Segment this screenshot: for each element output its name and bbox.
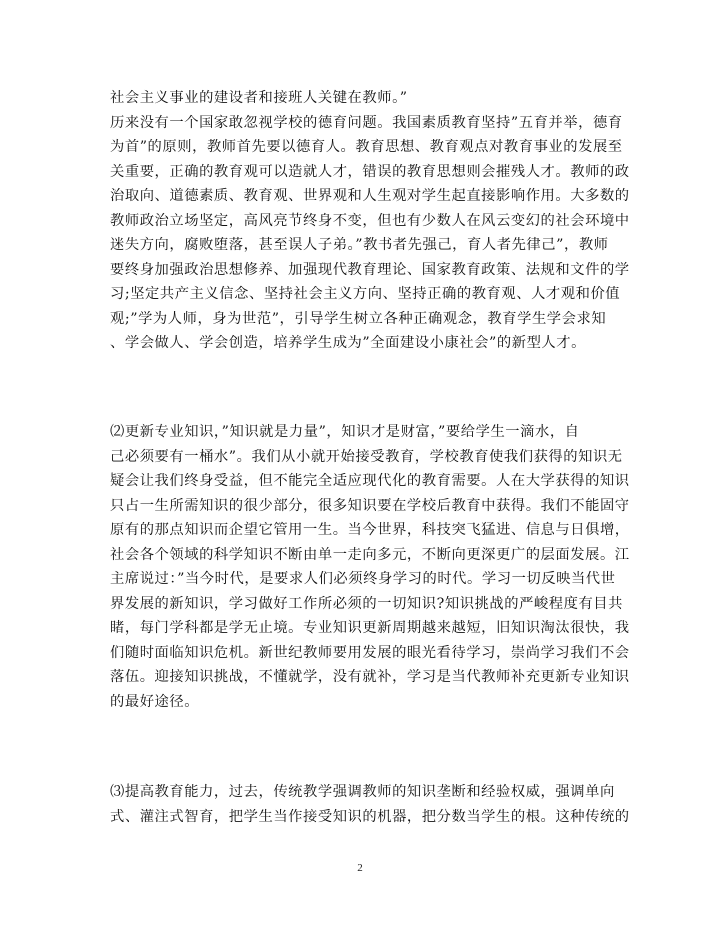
text-line: 们随时面临知识危机。新世纪教师要用发展的眼光看待学习，崇尚学习我们不会 xyxy=(110,644,630,661)
text-line: 落伍。迎接知识挑战，不懂就学，没有就补，学习是当代教师补充更新专业知识 xyxy=(110,669,630,685)
text-line: 治取向、道德素质、教育观、世界观和人生观对学生起直接影响作用。大多数的 xyxy=(110,188,630,204)
paragraph-teaching-ability xyxy=(110,780,630,829)
text-line: 睹，每门学科都是学无止境。专业知识更新周期越来越短，旧知识淘汰很快，我 xyxy=(110,620,630,636)
text-line: 社会各个领域的科学知识不断由单一走向多元，不断向更深更广的层面发展。江 xyxy=(110,546,630,563)
text-line: 为首”的原则，教师首先要以德育人。教育思想、教育观点对教育事业的发展至 xyxy=(110,139,623,155)
text-line: 社会主义事业的建设者和接班人关键在教师。” xyxy=(110,90,408,106)
text-line: 、学会做人、学会创造，培养学生成为”全面建设小康社会”的新型人才。 xyxy=(110,335,586,351)
page-number: 2 xyxy=(357,862,363,874)
text-line: 己必须要有一桶水”。我们从小就开始接受教育，学校教育使我们获得的知识无 xyxy=(110,448,623,465)
text-line: 式、灌注式智育，把学生当作接受知识的机器，把分数当学生的根。这种传统的 xyxy=(110,808,630,825)
text-line: 习;坚定共产主义信念、坚持社会主义方向、坚持正确的教育观、人才观和价值 xyxy=(110,286,621,302)
text-line: 观;”学为人师，身为世范”，引导学生树立各种正确观念，教育学生学会求知 xyxy=(110,310,607,327)
text-line: 的最好途径。 xyxy=(110,693,200,710)
text-line: 疑会让我们终身受益，但不能完全适应现代化的教育需要。人在大学获得的知识 xyxy=(110,473,630,489)
text-line: 教师政治立场坚定，高风亮节终身不变，但也有少数人在风云变幻的社会环境中 xyxy=(110,212,630,229)
text-line: ⑵更新专业知识，”知识就是力量”，知识才是财富，”要给学生一滴水，自 xyxy=(110,424,580,440)
paragraph-update-knowledge xyxy=(110,420,630,714)
text-line: 主席说过：”当今时代，是要求人们必须终身学习的时代。学习一切反映当代世 xyxy=(110,571,616,587)
paragraph-moral-education xyxy=(110,86,630,356)
text-line: 迷失方向，腐败堕落，甚至误人子弟。”教书者先强己，育人者先律己”，教师 xyxy=(110,237,609,253)
text-line: 历来没有一个国家敢忽视学校的德育问题。我国素质教育坚持”五育并举，德育 xyxy=(110,114,623,131)
text-line: 关重要，正确的教育观可以造就人才，错误的教育思想则会摧残人才。教师的政 xyxy=(110,163,630,180)
text-line: 要终身加强政治思想修养、加强现代教育理论、国家教育政策、法规和文件的学 xyxy=(110,261,630,278)
text-line: ⑶提高教育能力，过去，传统教学强调教师的知识垄断和经验权威，强调单向 xyxy=(110,784,615,800)
text-line: 只占一生所需知识的很少部分，很多知识要在学校后教育中获得。我们不能固守 xyxy=(110,497,630,514)
text-line: 界发展的新知识，学习做好工作所必须的一切知识?知识挑战的严峻程度有目共 xyxy=(110,595,624,612)
text-line: 原有的那点知识而企望它管用一生。当今世界，科技突飞猛进、信息与日俱增， xyxy=(110,522,630,538)
